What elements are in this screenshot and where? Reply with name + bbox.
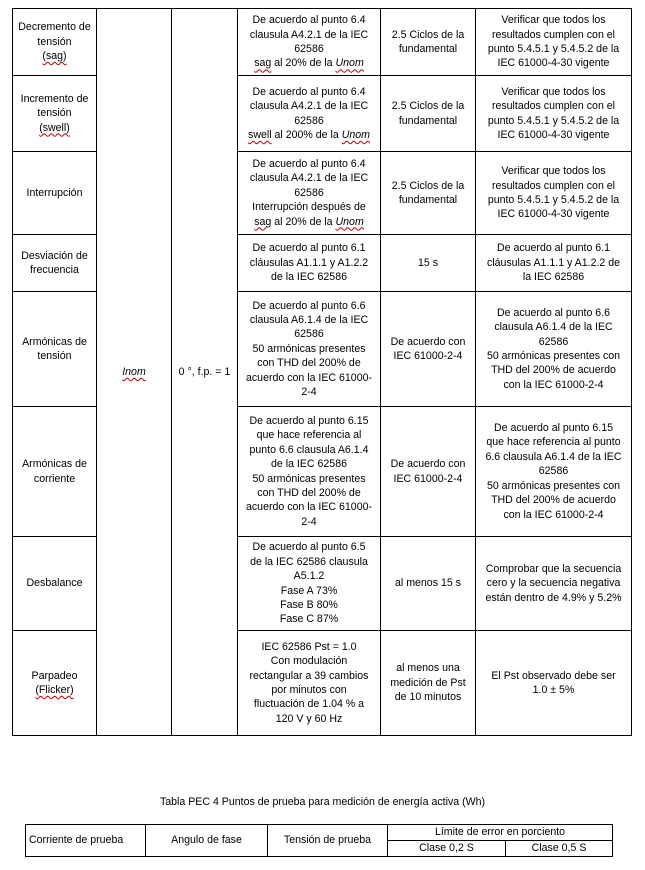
table-header-row [26, 825, 613, 841]
test-name-suffix: (Flicker) [35, 684, 74, 696]
duration-cell: De acuerdo con IEC 61000-2-4 [381, 407, 476, 537]
test-name-cell: Incremento de tensión (swell) [13, 76, 97, 152]
test-name-suffix: (sag) [42, 50, 67, 63]
test-name-suffix: (swell) [39, 121, 70, 134]
criteria-cell: De acuerdo al punto 6.15 que hace referencia al punto 6.6 clausula A6.1.4 de la IEC 62586 50 armónicas presentes con THD del 200% de acuerdo con la IEC 61000-2-4 [476, 407, 632, 537]
duration-cell: al menos 15 s [381, 537, 476, 631]
condition-cell: De acuerdo al punto 6.4 clausula A4.2.1 de la IEC 62586 swell al 200% de la Unom [238, 76, 381, 152]
condition-cell: De acuerdo al punto 6.4 clausula A4.2.1 de la IEC 62586 Interrupción después de sag al 20% de la Unom [238, 152, 381, 235]
duration-cell: 2.5 Ciclos de la fundamental [381, 152, 476, 235]
test-name-cell: Parpadeo (Flicker) [13, 631, 97, 736]
test-name-cell: Armónicas de tensión [13, 292, 97, 407]
header-phase-angle: Angulo de fase [146, 825, 268, 857]
criteria-cell: De acuerdo al punto 6.6 clausula A6.1.4 de la IEC 62586 50 armónicas presentes con THD del 200% de acuerdo con la IEC 61000-2-4 [476, 292, 632, 407]
duration-cell: al menos una medición de Pst de 10 minutos [381, 631, 476, 736]
current-symbol: Inom [122, 365, 146, 378]
duration-cell: 2.5 Ciclos de la fundamental [381, 76, 476, 152]
criteria-cell: Comprobar que la secuencia cero y la secuencia negativa están dentro de 4.9% y 5.2% [476, 537, 632, 631]
header-test-current: Corriente de prueba [26, 825, 146, 857]
condition-cell: De acuerdo al punto 6.15 que hace referencia al punto 6.6 clausula A6.1.4 de la IEC 62586 50 armónicas presentes con THD del 200% de acuerdo con la IEC 61000- 2-4 [238, 407, 381, 537]
current-cell [97, 9, 172, 736]
header-test-voltage: Tensión de prueba [268, 825, 388, 857]
test-name-cell: Desviación de frecuencia [13, 235, 97, 292]
condition-cell: De acuerdo al punto 6.5 de la IEC 62586 clausula A5.1.2 Fase A 73% Fase B 80% Fase C 87% [238, 537, 381, 631]
duration-cell: 15 s [381, 235, 476, 292]
header-error-limit: Límite de error en porciento [388, 825, 613, 841]
criteria-cell: De acuerdo al punto 6.1 cláusulas A1.1.1 y A1.2.2 de la IEC 62586 [476, 235, 632, 292]
test-name-cell: Interrupción [13, 152, 97, 235]
energy-test-points-table [25, 824, 613, 857]
phase-value: 0 °, f.p. = 1 [178, 365, 231, 378]
criteria-cell: El Pst observado debe ser 1.0 ± 5% [476, 631, 632, 736]
duration-cell: 2.5 Ciclos de la fundamental [381, 9, 476, 76]
test-name-cell: Armónicas de corriente [13, 407, 97, 537]
condition-cell: De acuerdo al punto 6.1 cláusulas A1.1.1 y A1.2.2 de la IEC 62586 [238, 235, 381, 292]
condition-cell: De acuerdo al punto 6.4 clausula A4.2.1 de la IEC 62586 sag al 20% de la Unom [238, 9, 381, 76]
criteria-cell: Verificar que todos los resultados cumplen con el punto 5.4.5.1 y 5.4.5.2 de la IEC 61000-4-30 vigente [476, 152, 632, 235]
condition-cell: De acuerdo al punto 6.6 clausula A6.1.4 de la IEC 62586 50 armónicas presentes con THD del 200% de acuerdo con la IEC 61000- 2-4 [238, 292, 381, 407]
header-class-05s: Clase 0,5 S [506, 841, 613, 857]
criteria-cell: Verificar que todos los resultados cumplen con el punto 5.4.5.1 y 5.4.5.2 de la IEC 61000-4-30 vigente [476, 76, 632, 152]
condition-cell: IEC 62586 Pst = 1.0 Con modulación rectangular a 39 cambios por minutos con fluctuación de 1.04 % a 120 V y 60 Hz [238, 631, 381, 736]
criteria-cell: Verificar que todos los resultados cumplen con el punto 5.4.5.1 y 5.4.5.2 de la IEC 61000-4-30 vigente [476, 9, 632, 76]
power-quality-test-table [12, 8, 632, 736]
duration-cell: De acuerdo con IEC 61000-2-4 [381, 292, 476, 407]
header-class-02s: Clase 0,2 S [388, 841, 506, 857]
table-row [13, 9, 632, 76]
test-name-cell: Decremento de tensión (sag) [13, 9, 97, 76]
phase-cell [172, 9, 238, 736]
table-caption: Tabla PEC 4 Puntos de prueba para medición de energía activa (Wh) [159, 796, 486, 808]
test-name-cell: Desbalance [13, 537, 97, 631]
